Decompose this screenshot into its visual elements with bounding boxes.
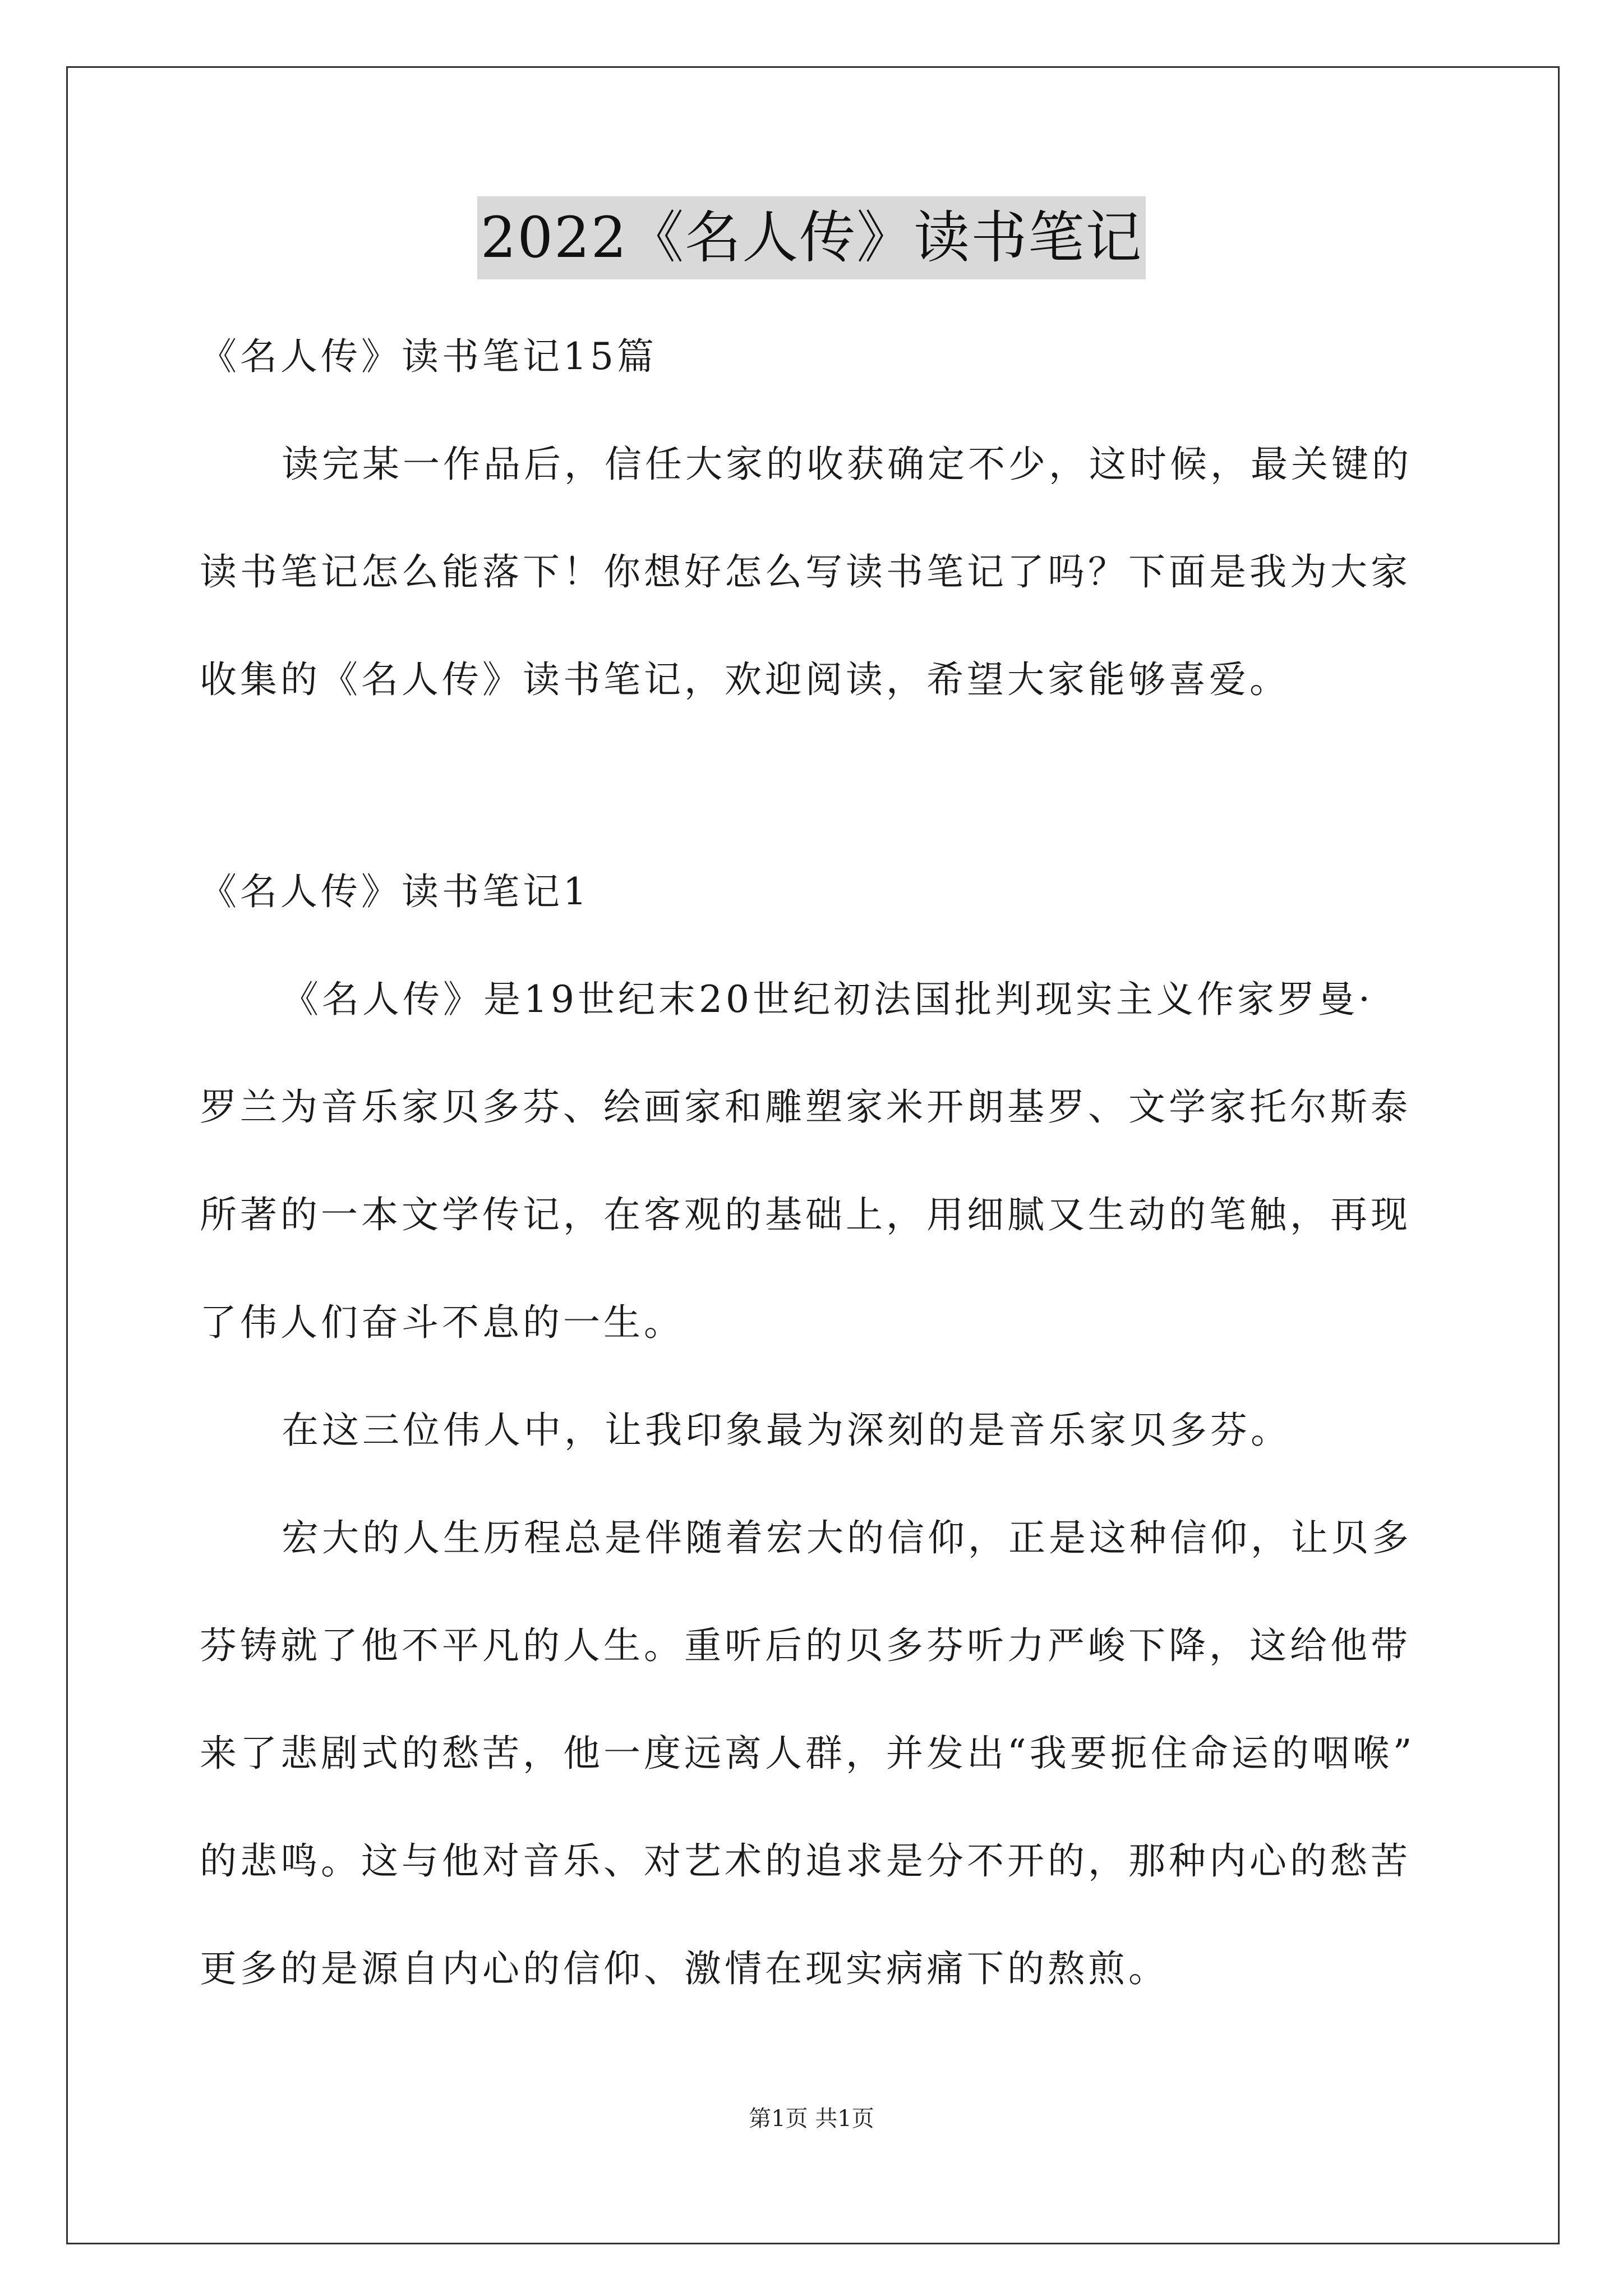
body-paragraph-3	[200, 1484, 1433, 2023]
section-spacer	[200, 734, 1433, 838]
body-paragraph-2	[200, 1377, 1433, 1484]
section-heading: 《名人传》读书笔记1	[200, 870, 590, 913]
paragraph-line: 《名人传》是19世纪末20世纪初法国批判现实主义作家罗曼·	[282, 978, 1373, 1021]
paragraph-line: 收集的《名人传》读书笔记，欢迎阅读，希望大家能够喜爱。	[200, 658, 1290, 701]
paragraph-line: 更多的是源自内心的信仰、激情在现实病痛下的熬煎。	[200, 1947, 1169, 1990]
paragraph-line: 芬铸就了他不平凡的人生。重听后的贝多芬听力严峻下降，这给他带	[200, 1624, 1411, 1667]
paragraph-line: 的悲鸣。这与他对音乐、对艺术的追求是分不开的，那种内心的愁苦	[200, 1839, 1411, 1883]
paragraph-line: 读完某一作品后，信任大家的收获确定不少，这时候，最关键的	[282, 443, 1412, 486]
title-container	[0, 196, 1623, 279]
paragraph-line: 读书笔记怎么能落下！你想好怎么写读书笔记了吗？下面是我为大家	[200, 550, 1411, 593]
paragraph-line: 了伟人们奋斗不息的一生。	[200, 1301, 684, 1344]
document-title: 2022《名人传》读书笔记	[477, 196, 1146, 279]
document-body	[200, 303, 1433, 2023]
intro-paragraph	[200, 411, 1433, 734]
paragraph-line: 宏大的人生历程总是伴随着宏大的信仰，正是这种信仰，让贝多	[282, 1516, 1412, 1559]
paragraph-line: 在这三位伟人中，让我印象最为深刻的是音乐家贝多芬。	[282, 1409, 1291, 1452]
paragraph-line: 来了悲剧式的愁苦，他一度远离人群，并发出“我要扼住命运的咽喉”	[200, 1732, 1415, 1775]
body-paragraph-1	[200, 946, 1433, 1377]
paragraph-line: 罗兰为音乐家贝多芬、绘画家和雕塑家米开朗基罗、文学家托尔斯泰	[200, 1085, 1411, 1129]
page-footer: 第1页 共1页	[749, 2106, 874, 2132]
paragraph-line: 所著的一本文学传记，在客观的基础上，用细腻又生动的笔触，再现	[200, 1193, 1411, 1236]
subtitle: 《名人传》读书笔记15篇	[200, 335, 657, 378]
